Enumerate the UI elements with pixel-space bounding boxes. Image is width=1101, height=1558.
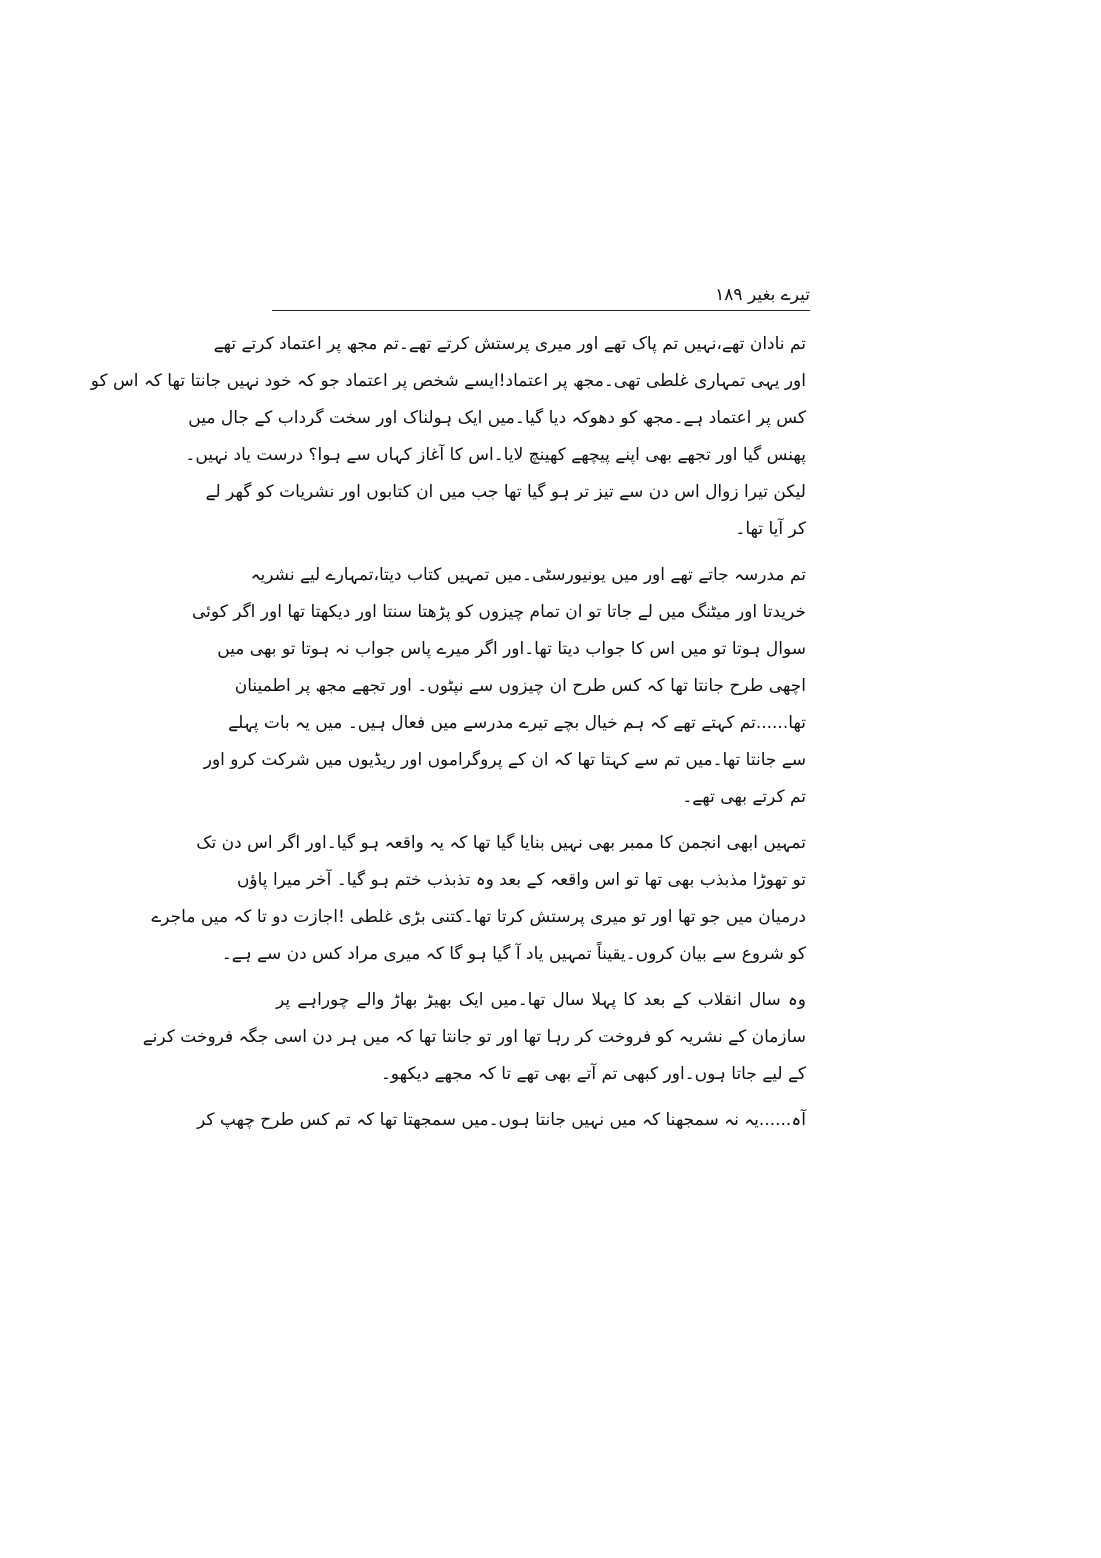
text-line: سازمان کے نشریہ کو فروخت کر رہا تھا اور تو جانتا تھا کہ میں ہر دن اسی جگہ فروخت کرنے [142,1027,806,1047]
text-line: تم مدرسہ جاتے تھے اور میں یونیورسٹی۔میں تمہیں کتاب دیتا،تمہارے لیے نشریہ [250,565,806,585]
text-line: کو شروع سے بیان کروں۔یقیناً تمہیں یاد آ گیا ہو گا کہ میری مراد کس دن سے ہے۔ [221,944,806,964]
text-line: تمہیں ابھی انجمن کا ممبر بھی نہیں بنایا گیا تھا کہ یہ واقعہ ہو گیا۔اور اگر اس دن تک [196,833,806,853]
text-line: درمیان میں جو تھا اور تو میری پرستش کرتا تھا۔کتنی بڑی غلطی !اجازت دو تا کہ میں ماجرے [151,907,806,927]
text-line: پھنس گیا اور تجھے بھی اپنے پیچھے کھینچ لایا۔اس کا آغاز کہاں سے ہوا؟ درست یاد نہیں۔ [185,445,806,465]
text-line: کس پر اعتماد ہے۔مجھ کو دھوکہ دیا گیا۔میں ایک ہولناک اور سخت گرداب کے جال میں [188,408,806,428]
header-divider [272,310,810,311]
text-line: اچھی طرح جانتا تھا کہ کس طرح ان چیزوں سے نپٹوں۔ اور تجھے مجھ پر اطمینان [234,676,806,696]
paragraph-gap [276,973,806,982]
paragraph [90,326,806,548]
running-title: تیرے بغیر ۱۸۹ [715,285,810,305]
text-line: تھا......تم کہتے تھے کہ ہم خیال بچے تیرے مدرسے میں فعال ہیں۔ میں یہ بات پہلے [228,713,806,733]
text-line: کے لیے جاتا ہوں۔اور کبھی تم آتے بھی تھے تا کہ مجھے دیکھو۔ [380,1064,806,1084]
text-line: وہ سال انقلاب کے بعد کا پہلا سال تھا۔میں ایک بھیڑ بھاڑ والے چوراہے پر [276,990,806,1010]
paragraph-gap [276,548,806,557]
text-line: خریدتا اور میٹنگ میں لے جاتا تو ان تمام چیزوں کو پڑھتا سنتا اور دیکھتا تھا اور اگر کوئی [192,602,806,622]
text-line: اور یہی تمہاری غلطی تھی۔مجھ پر اعتماد!ایسے شخص پر اعتماد جو کہ خود نہیں جانتا تھا کہ اس کو [90,371,806,391]
text-line: تو تھوڑا مذبذب بھی تھا تو اس واقعہ کے بعد وہ تذبذب ختم ہو گیا۔ آخر میرا پاؤں [236,870,806,890]
body-text [90,326,806,1139]
text-line: تم نادان تھے،نہیں تم پاک تھے اور میری پرستش کرتے تھے۔تم مجھ پر اعتماد کرتے تھے [213,334,806,354]
paragraph-gap [276,1093,806,1102]
text-line: سے جانتا تھا۔میں تم سے کہتا تھا کہ ان کے پروگراموں اور ریڈیوں میں شرکت کرو اور [203,750,806,770]
paragraph [142,982,806,1093]
paragraph-gap [276,816,806,825]
text-line: سوال ہوتا تو میں اس کا جواب دیتا تھا۔اور اگر میرے پاس جواب نہ ہوتا تو بھی میں [217,639,806,659]
text-line: کر آیا تھا۔ [735,519,806,539]
page-header [272,284,810,306]
text-line: آہ......یہ نہ سمجھنا کہ میں نہیں جانتا ہوں۔میں سمجھتا تھا کہ تم کس طرح چھپ کر [196,1110,806,1130]
text-line: لیکن تیرا زوال اس دن سے تیز تر ہو گیا تھا جب میں ان کتابوں اور نشریات کو گھر لے [205,482,806,502]
text-line: تم کرتے بھی تھے۔ [682,787,806,807]
paragraph [192,557,806,816]
paragraph [196,1102,806,1139]
paragraph [151,825,806,973]
